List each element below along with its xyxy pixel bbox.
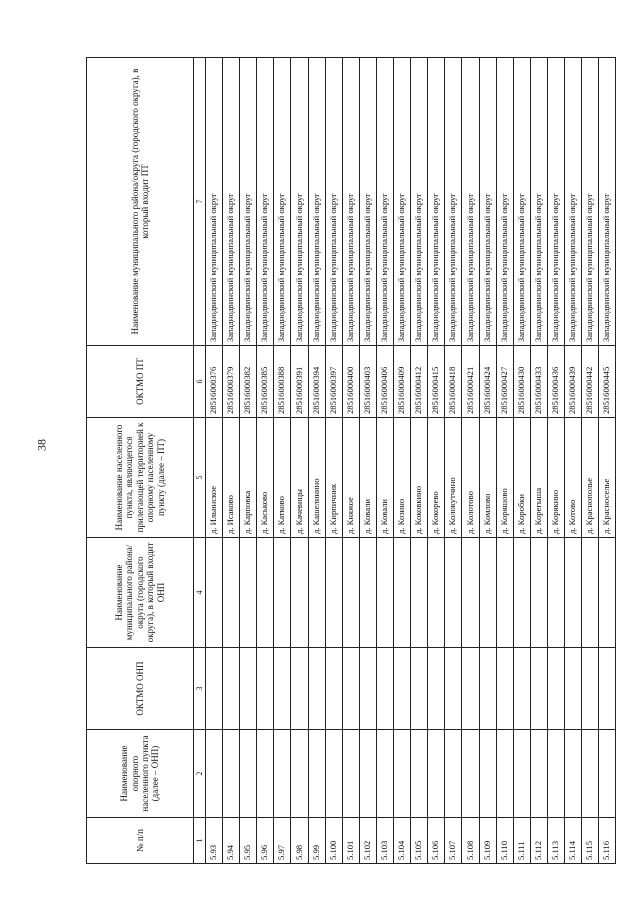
column-header-1: № п/п: [87, 818, 194, 864]
table-cell-col-5: д. Котово: [564, 418, 581, 538]
table-cell-col-5: д. Кокорево: [428, 418, 445, 538]
table-cell-col-2: [462, 730, 479, 818]
table-cell-col-1: 5.95: [240, 818, 257, 864]
table-cell-col-6: 28516000427: [496, 346, 513, 418]
table-row: [376, 58, 393, 864]
table-row: [308, 58, 325, 864]
table-cell-col-3: [530, 648, 547, 730]
table-cell-col-4: [308, 538, 325, 648]
table-cell-col-4: [411, 538, 428, 648]
table-cell-col-3: [308, 648, 325, 730]
table-cell-col-6: 28516000412: [411, 346, 428, 418]
table-cell-col-1: 5.108: [462, 818, 479, 864]
table-cell-col-2: [564, 730, 581, 818]
table-cell-col-2: [547, 730, 564, 818]
table-row: [223, 58, 240, 864]
table-cell-col-2: [240, 730, 257, 818]
column-number-5: 5: [194, 418, 206, 538]
column-header-3: ОКТМО ОНП: [87, 648, 194, 730]
table-cell-col-5: д. Ковали: [376, 418, 393, 538]
table-cell-col-5: д. Колотово: [462, 418, 479, 538]
table-row: [274, 58, 291, 864]
table-cell-col-1: 5.110: [496, 818, 513, 864]
table-cell-col-5: д. Корегыша: [530, 418, 547, 538]
column-header-6: ОКТМО ПТ: [87, 346, 194, 418]
table-cell-col-3: [325, 648, 342, 730]
table-cell-col-4: [496, 538, 513, 648]
table-cell-col-3: [582, 648, 599, 730]
table-cell-col-6: 28516000442: [582, 346, 599, 418]
table-cell-col-2: [274, 730, 291, 818]
table-cell-col-2: [411, 730, 428, 818]
table-cell-col-5: д. Краснополье: [582, 418, 599, 538]
table-cell-col-4: [564, 538, 581, 648]
table-cell-col-1: 5.100: [325, 818, 342, 864]
table-cell-col-6: 28516000400: [342, 346, 359, 418]
table-cell-col-3: [257, 648, 274, 730]
column-number-3: 3: [194, 648, 206, 730]
table-cell-col-1: 5.93: [206, 818, 223, 864]
table-cell-col-2: [359, 730, 376, 818]
table-cell-col-5: д. Козино: [394, 418, 411, 538]
table-cell-col-2: [479, 730, 496, 818]
table-cell-col-3: [291, 648, 308, 730]
table-cell-col-3: [599, 648, 616, 730]
table-cell-col-3: [445, 648, 462, 730]
table-body: [206, 58, 616, 864]
table-cell-col-7: Западнодвинский муниципальный округ: [411, 58, 428, 346]
table-cell-col-5: д. Коробки: [513, 418, 530, 538]
column-number-2: 2: [194, 730, 206, 818]
table-cell-col-1: 5.116: [599, 818, 616, 864]
column-header-2: Наименование опорного населенного пункта (далее – ОНП): [87, 730, 194, 818]
table-cell-col-5: д. Корякино: [547, 418, 564, 538]
table-cell-col-6: 28516000421: [462, 346, 479, 418]
table-cell-col-2: [308, 730, 325, 818]
table-cell-col-2: [513, 730, 530, 818]
table-cell-col-2: [445, 730, 462, 818]
table-row: [513, 58, 530, 864]
table-cell-col-1: 5.99: [308, 818, 325, 864]
table-cell-col-1: 5.104: [394, 818, 411, 864]
column-header-5: Наименование населенного пункта, являющегося прилегающей территорией к опорному населенному пункту (далее – ПТ): [87, 418, 194, 538]
table-cell-col-4: [376, 538, 393, 648]
table-cell-col-6: 28516000436: [547, 346, 564, 418]
table-cell-col-7: Западнодвинский муниципальный округ: [223, 58, 240, 346]
table-cell-col-7: Западнодвинский муниципальный округ: [564, 58, 581, 346]
table-cell-col-2: [496, 730, 513, 818]
table-cell-col-1: 5.107: [445, 818, 462, 864]
table-row: [411, 58, 428, 864]
table-row: [342, 58, 359, 864]
table-cell-col-6: 28516000403: [359, 346, 376, 418]
table-cell-col-6: 28516000394: [308, 346, 325, 418]
table-cell-col-2: [530, 730, 547, 818]
table-cell-col-7: Западнодвинский муниципальный округ: [342, 58, 359, 346]
table-cell-col-3: [376, 648, 393, 730]
table-cell-col-7: Западнодвинский муниципальный округ: [291, 58, 308, 346]
table-cell-col-6: 28516000379: [223, 346, 240, 418]
table-row: [240, 58, 257, 864]
table-cell-col-7: Западнодвинский муниципальный округ: [376, 58, 393, 346]
table-cell-col-3: [394, 648, 411, 730]
table-cell-col-7: Западнодвинский муниципальный округ: [428, 58, 445, 346]
table-cell-col-3: [462, 648, 479, 730]
table-row: [291, 58, 308, 864]
table-cell-col-6: 28516000409: [394, 346, 411, 418]
table-row: [547, 58, 564, 864]
table-cell-col-7: Западнодвинский муниципальный округ: [240, 58, 257, 346]
table-cell-col-5: д. Карповка: [240, 418, 257, 538]
table-cell-col-7: Западнодвинский муниципальный округ: [582, 58, 599, 346]
table-cell-col-5: д. Катково: [274, 418, 291, 538]
table-cell-col-4: [599, 538, 616, 648]
table-cell-col-7: Западнодвинский муниципальный округ: [547, 58, 564, 346]
table-cell-col-5: д. Княжое: [342, 418, 359, 538]
table-cell-col-5: д. Коковкино: [411, 418, 428, 538]
column-number-row: [194, 58, 206, 864]
table-row: [564, 58, 581, 864]
table-cell-col-1: 5.115: [582, 818, 599, 864]
table-cell-col-3: [206, 648, 223, 730]
rotated-table-frame: [86, 58, 612, 864]
table-cell-col-1: 5.106: [428, 818, 445, 864]
table-cell-col-4: [291, 538, 308, 648]
table-row: [359, 58, 376, 864]
table-row: [582, 58, 599, 864]
table-cell-col-4: [325, 538, 342, 648]
table-cell-col-4: [342, 538, 359, 648]
table-cell-col-7: Западнодвинский муниципальный округ: [496, 58, 513, 346]
table-cell-col-5: д. Коряшово: [496, 418, 513, 538]
table-cell-col-3: [479, 648, 496, 730]
table-cell-col-5: д. Ковали: [359, 418, 376, 538]
table-cell-col-6: 28516000397: [325, 346, 342, 418]
table-cell-col-1: 5.111: [513, 818, 530, 864]
table-cell-col-6: 28516000433: [530, 346, 547, 418]
table-cell-col-6: 28516000376: [206, 346, 223, 418]
table-cell-col-5: д. Колокутчино: [445, 418, 462, 538]
table-cell-col-4: [394, 538, 411, 648]
column-number-4: 4: [194, 538, 206, 648]
table-cell-col-2: [394, 730, 411, 818]
table-cell-col-1: 5.113: [547, 818, 564, 864]
table-cell-col-4: [530, 538, 547, 648]
table-cell-col-7: Западнодвинский муниципальный округ: [206, 58, 223, 346]
table-cell-col-1: 5.105: [411, 818, 428, 864]
table-cell-col-4: [257, 538, 274, 648]
table-cell-col-3: [547, 648, 564, 730]
table-cell-col-4: [428, 538, 445, 648]
settlements-table: [86, 57, 616, 864]
table-cell-col-2: [376, 730, 393, 818]
table-cell-col-2: [257, 730, 274, 818]
table-cell-col-5: д. Ильинское: [206, 418, 223, 538]
table-cell-col-3: [428, 648, 445, 730]
table-cell-col-6: 28516000415: [428, 346, 445, 418]
table-cell-col-4: [274, 538, 291, 648]
table-row: [394, 58, 411, 864]
table-cell-col-5: д. Кирпичник: [325, 418, 342, 538]
table-cell-col-5: д. Исаково: [223, 418, 240, 538]
table-cell-col-6: 28516000382: [240, 346, 257, 418]
table-row: [445, 58, 462, 864]
table-cell-col-1: 5.109: [479, 818, 496, 864]
table-row: [462, 58, 479, 864]
table-cell-col-5: д. Каськово: [257, 418, 274, 538]
table-cell-col-2: [325, 730, 342, 818]
table-cell-col-1: 5.103: [376, 818, 393, 864]
table-cell-col-2: [342, 730, 359, 818]
table-cell-col-3: [411, 648, 428, 730]
table-cell-col-6: 28516000406: [376, 346, 393, 418]
table-header-row: [87, 58, 194, 864]
table-cell-col-3: [359, 648, 376, 730]
table-cell-col-7: Западнодвинский муниципальный округ: [394, 58, 411, 346]
table-row: [599, 58, 616, 864]
column-header-7: Наименование муниципального района/округа (городского округа), в который входит ПТ: [87, 58, 194, 346]
table-cell-col-7: Западнодвинский муниципальный округ: [325, 58, 342, 346]
table-row: [496, 58, 513, 864]
column-header-4: Наименование муниципального района/округа (городского округа), в который входит ОНП: [87, 538, 194, 648]
table-cell-col-7: Западнодвинский муниципальный округ: [274, 58, 291, 346]
table-cell-col-7: Западнодвинский муниципальный округ: [257, 58, 274, 346]
table-cell-col-3: [513, 648, 530, 730]
table-row: [257, 58, 274, 864]
table-cell-col-2: [206, 730, 223, 818]
table-cell-col-3: [240, 648, 257, 730]
table-cell-col-2: [582, 730, 599, 818]
table-cell-col-4: [462, 538, 479, 648]
column-number-6: 6: [194, 346, 206, 418]
table-cell-col-7: Западнодвинский муниципальный округ: [513, 58, 530, 346]
table-cell-col-1: 5.112: [530, 818, 547, 864]
table-cell-col-4: [513, 538, 530, 648]
table-cell-col-6: 28516000391: [291, 346, 308, 418]
table-cell-col-1: 5.101: [342, 818, 359, 864]
table-cell-col-2: [428, 730, 445, 818]
table-cell-col-6: 28516000385: [257, 346, 274, 418]
table-cell-col-6: 28516000388: [274, 346, 291, 418]
table-cell-col-3: [564, 648, 581, 730]
table-cell-col-7: Западнодвинский муниципальный округ: [445, 58, 462, 346]
table-cell-col-4: [206, 538, 223, 648]
table-cell-col-4: [547, 538, 564, 648]
table-cell-col-4: [582, 538, 599, 648]
table-cell-col-7: Западнодвинский муниципальный округ: [462, 58, 479, 346]
table-row: [479, 58, 496, 864]
table-cell-col-7: Западнодвинский муниципальный округ: [308, 58, 325, 346]
table-cell-col-3: [342, 648, 359, 730]
table-row: [428, 58, 445, 864]
column-number-1: 1: [194, 818, 206, 864]
table-cell-col-1: 5.102: [359, 818, 376, 864]
table-cell-col-3: [223, 648, 240, 730]
table-row: [530, 58, 547, 864]
table-cell-col-4: [240, 538, 257, 648]
table-cell-col-1: 5.114: [564, 818, 581, 864]
table-cell-col-7: Западнодвинский муниципальный округ: [359, 58, 376, 346]
table-cell-col-4: [359, 538, 376, 648]
table-cell-col-2: [223, 730, 240, 818]
table-cell-col-5: д. Кашелинино: [308, 418, 325, 538]
table-cell-col-6: 28516000418: [445, 346, 462, 418]
table-cell-col-2: [599, 730, 616, 818]
table-container: [86, 58, 612, 864]
table-cell-col-4: [223, 538, 240, 648]
table-cell-col-6: 28516000445: [599, 346, 616, 418]
table-cell-col-1: 5.98: [291, 818, 308, 864]
table-cell-col-1: 5.94: [223, 818, 240, 864]
table-cell-col-4: [445, 538, 462, 648]
table-cell-col-5: д. Красноселье: [599, 418, 616, 538]
table-cell-col-1: 5.96: [257, 818, 274, 864]
table-cell-col-3: [496, 648, 513, 730]
table-cell-col-4: [479, 538, 496, 648]
table-cell-col-6: 28516000430: [513, 346, 530, 418]
page-number: 38: [34, 439, 49, 451]
table-cell-col-7: Западнодвинский муниципальный округ: [479, 58, 496, 346]
table-cell-col-7: Западнодвинский муниципальный округ: [530, 58, 547, 346]
table-cell-col-6: 28516000424: [479, 346, 496, 418]
table-cell-col-7: Западнодвинский муниципальный округ: [599, 58, 616, 346]
table-row: [206, 58, 223, 864]
table-cell-col-5: д. Комлово: [479, 418, 496, 538]
table-cell-col-3: [274, 648, 291, 730]
table-cell-col-5: д. Качевицы: [291, 418, 308, 538]
column-number-7: 7: [194, 58, 206, 346]
table-cell-col-6: 28516000439: [564, 346, 581, 418]
table-row: [325, 58, 342, 864]
table-cell-col-2: [291, 730, 308, 818]
table-cell-col-1: 5.97: [274, 818, 291, 864]
